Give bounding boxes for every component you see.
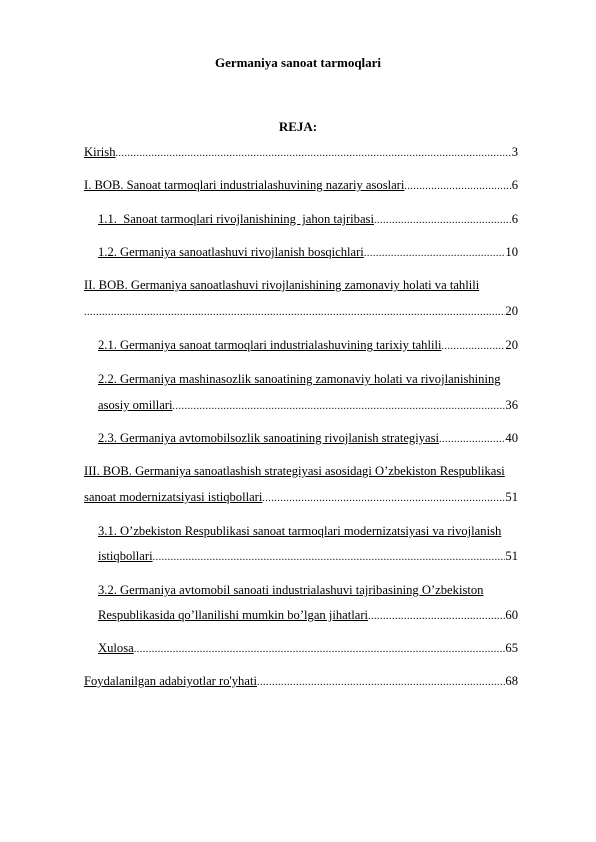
toc-entry-title[interactable]: Foydalanilgan adabiyotlar ro'yhati xyxy=(84,674,257,688)
toc-entry-title[interactable]: 2.1. Germaniya sanoat tarmoqlari industrialashuvining tarixiy tahlili xyxy=(98,338,442,352)
toc-entry-section-3-2-line2[interactable] xyxy=(98,608,518,624)
document-title: Germaniya sanoat tarmoqlari xyxy=(214,55,382,70)
toc-entry-section-1-2[interactable] xyxy=(98,245,518,261)
toc-entry-chapter-3-line2[interactable] xyxy=(84,490,518,506)
toc-leader-dots xyxy=(364,246,506,261)
toc-leader-dots xyxy=(134,642,506,657)
plan-heading: REJA: xyxy=(278,119,318,134)
toc-entry-page: 20 xyxy=(505,338,518,352)
toc-entry-section-3-1-line2[interactable] xyxy=(98,549,518,565)
toc-entry-page: 3 xyxy=(511,145,518,159)
toc-entry-chapter-1[interactable] xyxy=(84,178,518,194)
toc-entry-section-2-1[interactable] xyxy=(98,338,518,354)
toc-entry-title[interactable]: 1.2. Germaniya sanoatlashuvi rivojlanish bosqichlari xyxy=(98,245,364,259)
toc-entry-title[interactable]: 2.3. Germaniya avtomobilsozlik sanoatining rivojlanish strategiyasi xyxy=(98,431,440,445)
toc-entry-page: 40 xyxy=(505,431,518,445)
toc-entry-title-line1[interactable]: 3.1. O’zbekiston Respublikasi sanoat tarmoqlari modernizatsiyasi va rivojlanish xyxy=(98,524,502,538)
toc-leader-dots xyxy=(404,179,511,194)
toc-entry-page: 6 xyxy=(511,178,518,192)
toc-entry-kirish[interactable] xyxy=(84,145,518,161)
toc-leader-dots xyxy=(441,339,505,354)
toc-entry-page: 51 xyxy=(505,549,518,563)
toc-entry-page: 51 xyxy=(505,490,518,504)
toc-entry-page: 60 xyxy=(505,608,518,622)
toc-entry-conclusion[interactable] xyxy=(98,641,518,657)
toc-entry-references[interactable] xyxy=(84,674,518,690)
toc-entry-page: 65 xyxy=(505,641,518,655)
toc-entry-section-1-1[interactable] xyxy=(98,212,518,228)
toc-leader-dots xyxy=(262,491,505,506)
toc-entry-section-2-3[interactable] xyxy=(98,431,518,447)
toc-entry-title[interactable]: Xulosa xyxy=(98,641,134,655)
toc-leader-dots xyxy=(257,675,505,690)
toc-leader-dots xyxy=(368,609,505,624)
toc-entry-section-3-1-line1[interactable] xyxy=(98,524,538,539)
toc-entry-title-line1[interactable]: III. BOB. Germaniya sanoatlashish strategiyasi asosidagi O’zbekiston Respublikasi xyxy=(84,464,505,478)
toc-entry-title[interactable]: sanoat modernizatsiyasi istiqbollari xyxy=(84,490,263,504)
toc-entry-chapter-3-line1[interactable] xyxy=(84,464,534,479)
toc-leader-dots xyxy=(173,399,506,414)
toc-entry-section-3-2-line1[interactable] xyxy=(98,583,538,598)
toc-entry-page: 6 xyxy=(511,212,518,226)
toc-entry-page: 68 xyxy=(505,674,518,688)
toc-leader-dots xyxy=(84,305,505,320)
toc-entry-title[interactable]: Respublikasida qo’llanilishi mumkin bo’lgan jihatlari xyxy=(98,608,369,622)
toc-entry-chapter-2-line1[interactable] xyxy=(84,278,524,293)
toc-leader-dots xyxy=(374,213,512,228)
toc-entry-title[interactable]: istiqbollari xyxy=(98,549,153,563)
toc-entry-title[interactable]: I. BOB. Sanoat tarmoqlari industrialashuvining nazariy asoslari xyxy=(84,178,405,192)
toc-entry-title[interactable]: asosiy omillari xyxy=(98,398,173,412)
toc-entry-title[interactable]: Kirish xyxy=(84,145,116,159)
toc-entry-title[interactable]: 1.1. Sanoat tarmoqlari rivojlanishining jahon tajribasi xyxy=(98,212,374,226)
toc-entry-section-2-2-line2[interactable] xyxy=(98,398,518,414)
toc-entry-page: 20 xyxy=(505,304,518,318)
toc-leader-dots xyxy=(115,146,511,161)
toc-entry-title-line1[interactable]: 3.2. Germaniya avtomobil sanoati industrialashuvi tajribasining O’zbekiston xyxy=(98,583,484,597)
toc-entry-page: 10 xyxy=(505,245,518,259)
toc-entry-title-line1[interactable]: 2.2. Germaniya mashinasozlik sanoatining zamonaviy holati va rivojlanishining xyxy=(98,372,501,386)
toc-leader-dots xyxy=(439,432,505,447)
toc-leader-dots xyxy=(153,550,506,565)
toc-entry-title[interactable]: II. BOB. Germaniya sanoatlashuvi rivojlanishining zamonaviy holati va tahlili xyxy=(84,278,480,292)
toc-entry-section-2-2-line1[interactable] xyxy=(98,372,538,387)
toc-entry-page: 36 xyxy=(505,398,518,412)
toc-entry-chapter-2-line2 xyxy=(84,304,518,320)
